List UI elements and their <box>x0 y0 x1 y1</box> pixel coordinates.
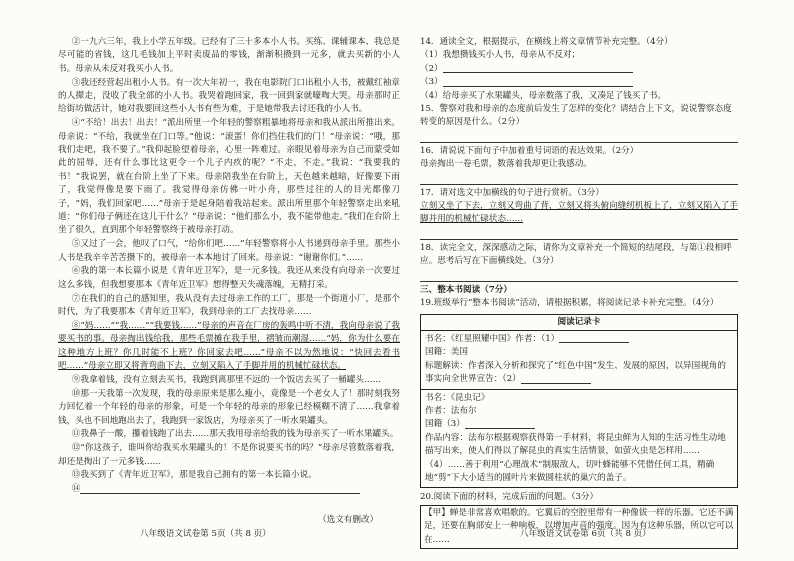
q15-answer-line[interactable] <box>420 130 738 143</box>
q14-answer-3[interactable] <box>443 77 633 87</box>
reading-passage <box>58 36 400 497</box>
reading-record-card <box>420 314 738 489</box>
paragraph-14-number: ⑭ <box>71 484 81 495</box>
question-16: 16．请说说下面句子中加着重号词语的表达效果。（2分） <box>420 145 639 156</box>
card-entry-2 <box>421 390 737 488</box>
passage-paragraph-5: ⑤又过了一会，他叹了口气，“给你们吧……”年轻警察将小人书递到母亲手里。那些小人书是我辛辛苦苦攒下的，被母亲一本本地讨了回来。母亲说：“谢谢你们。”…… <box>58 239 400 263</box>
q14-item-1: （1）我想攒钱买小人书，母亲从不反对； <box>420 50 581 61</box>
question-17: 17．请对选文中加横线的句子进行赏析。（3分） <box>420 187 604 198</box>
q16-answer-line[interactable] <box>420 172 738 185</box>
passage-paragraph-14 <box>58 483 400 496</box>
q20-material: 【甲】蝉是非常喜欢唱歌的。它翼后的空腔里带有一种像钹一样的乐器。它还不满足，还要在胸部安上一种响板，以增加声音的强度。因为有这种乐器，所以它可以在…… <box>424 507 734 545</box>
q14-answer-2[interactable] <box>443 63 633 73</box>
question-14: 14．通读全文，根据提示，在横线上将文章情节补充完整。（4分） <box>420 37 673 47</box>
passage-paragraph-4: ④“不给！出去！出去！”派出所里一个年轻的警察粗暴地将母亲和我从派出所推出来。母亲说：“不给，我就坐在门口等。”他说：“滚蛋！你们挡住我们的门！”母亲说：“哦，那我们走吧，我不要了。”我仰起脸望着母亲，心里一阵难过。亲眼见着母亲为自己而蒙受如此的屈辱，还有什么事比这更令一个儿子内疚的呢？“不走，不走。”我说：“我要我的书！”我说罢，就在台阶上坐了下来。母亲陪我坐在台阶上，天色越来越暗，好像要下雨了，我觉得像是要下雨了。我觉得母亲仿佛一叶小舟，那些过往的人的目光都像刀子，“妈，我们回家吧……”母亲于是起身陪着我站起来。派出所里那个年轻警察走出来吼道：“你们母子俩还在这儿干什么？”母亲说：“他们那么小，我不能带他走。”我们在台阶上坐了很久，直到那个年轻警察终于被母亲打动。 <box>58 118 400 236</box>
section-3-heading: 三、整本书阅读（7分） <box>420 284 512 295</box>
card2-line-4: 作品内容：法布尔根据观察获得第一手材料，将昆虫鲜为人知的生活习性生动地描写出来，使人们得以了解昆虫的真实生活情景，如萤火虫是怎样用……（4）……善于利用“心理战术”制服敌人，切叶蜂能够不凭借任何工具，精确地“剪”下大小适当的圆叶片来做圆柱状的巢穴的盖子。 <box>425 432 726 483</box>
card2-line-3-text: 国籍（3） <box>425 419 465 430</box>
q16-sentence: 母亲掏出一卷毛票，数落着我却更让我感动。 <box>420 159 592 170</box>
card2-line-1: 书名：《昆虫记》 <box>425 392 490 403</box>
page-footer-left: 八年级语文试卷第 5页（共 8 页） <box>140 529 271 539</box>
card1-line-1 <box>425 333 733 346</box>
passage-paragraph-8: ⑧“妈……”“我……”“我要钱……”母亲的声音在厂房的轰鸣中听不清，我向母亲说了我要买书的事。母亲掏出钱给我，那些毛票摊在我手里，褶皱而潮湿……“妈，你为什么要在这种地方上班？你几时能不上班？你回家去吧……”母亲不以为然地说：“快回去看书吧……”母亲立即又将背弯曲下去，立刻又陷入了手脚并用的机械忙碌状态。 <box>58 320 400 372</box>
card1-answer-1[interactable] <box>559 333 629 343</box>
card1-line-1-text: 书名：《红星照耀中国》作者：（1） <box>425 333 560 344</box>
q14-item-3 <box>420 76 738 89</box>
passage-paragraph-10: ⑩那一天我第一次发现，我的母亲原来是那么瘦小，竟像是一个老女人了！那时刻我努力回忆着一个年轻的母亲的形象，可是一个年轻的母亲的形象已经模糊不清了……我拿着钱，头也不回地跑出去了，我跑到一家饭店，为母亲买了一听水果罐头。 <box>58 388 400 426</box>
q14-item-3-label: （3） <box>420 77 443 88</box>
card-title: 阅读记录卡 <box>421 315 737 331</box>
card2-answer-3[interactable] <box>465 419 535 429</box>
card1-line-3-text: 标题解读：作者深入分析和探究了“红色中国”发生、发展的原因，以异国视角的事实向全世界宣告：（2） <box>425 360 726 385</box>
q17-sentence: 立刻又坐了下去，立刻又弯曲了背，立刻又将头俯向缝纫机板上了，立刻又陷入了手脚并用的机械忙碌状态…… <box>420 201 738 225</box>
passage-paragraph-2: ②一九六三年，我上小学五年级。已经有了三十多本小人书。买练、课辅课本、我总是尽可能的省钱，这几毛钱加上平时卖废品的零钱，渐渐积攒到一元多，就去买新的小人书。母亲从未反对我买小人书。 <box>58 37 400 74</box>
passage-paragraph-12: ⑫“你这孩子，谁叫你给我买水果罐头的！不是你说要买书的吗？”母亲尽管数落着我，却还是掏出了一元多钱…… <box>58 443 400 467</box>
card1-answer-2[interactable] <box>521 374 591 384</box>
passage-paragraph-7: ⑦在我们的自己的感知里，我从没有去过母亲工作的工厂，那是一个街道小厂，是那个时代，为了我要那本《青年近卫军》，我到母亲的工厂去找母亲…… <box>58 293 400 318</box>
passage-paragraph-9: ⑨我拿着钱，没有立刻去买书，我跑到离那里不远的一个饭店去买了一桶罐头…… <box>71 374 382 385</box>
source-note: （选文有删改） <box>318 515 379 525</box>
passage-paragraph-13: ⑬我买到了《青年近卫军》，那是我自己拥有的第一本长篇小说。 <box>71 470 317 481</box>
card1-line-3 <box>425 360 733 387</box>
q14-item-4: （4）给母亲买了水果罐头，母亲数落了我，又凑足了钱买了书。 <box>420 90 667 101</box>
question-15: 15．警察对我和母亲的态度前后发生了怎样的变化？请结合上下文，说说警察态度转变的原因是什么。（2分） <box>420 104 732 128</box>
card2-line-2: 作者：法布尔 <box>425 405 477 416</box>
question-19: 19.班级举行“整本书阅读”活动，请根据积累，将阅读记录卡补充完整。（4分） <box>420 298 719 309</box>
card2-line-3 <box>425 418 733 431</box>
paragraph-14-answer-line[interactable] <box>80 484 360 494</box>
q18-answer-line[interactable] <box>420 269 738 282</box>
card1-line-2: 国籍：美国 <box>425 347 468 358</box>
q17-answer-line[interactable] <box>420 227 738 240</box>
card-entry-1 <box>421 331 737 390</box>
page-footer-right: 八年级语文试卷第 6页（共 8 页） <box>520 529 651 539</box>
q14-item-2 <box>420 63 738 76</box>
passage-paragraph-11: ⑪我鼻子一酸，攥着钱跑了出去……那天我用母亲给我的钱为母亲买了一听水果罐头。 <box>71 429 399 440</box>
passage-paragraph-6: ⑥我的第一本长篇小说是《青年近卫军》，是一元多钱。我还从来没有向母亲一次要过这么多钱，但我想要那本《青年近卫军》想得整天失魂落魄，无精打采。 <box>58 266 400 290</box>
question-18: 18．读完全文，深深感动之际，请你为文章补充一个简短的结尾段，与第①段相呼应。思考后写在下面横线处。（3分） <box>420 242 732 267</box>
passage-paragraph-3: ③我还经营起出租小人书。有一次大年初一，我在电影院门口出租小人书，被戴红袖章的人撵走，没收了我全部的小人书。我哭着跑回家，我一回到家就嚎啕大哭。母亲那时正给街坊做活计，她对我要回这些小人书有些为难，于是她带我去讨还我的小人书。 <box>58 77 400 115</box>
questions-column <box>420 36 738 549</box>
question-20: 20.阅读下面的材料，完成后面的问题。（3分） <box>420 492 599 503</box>
q14-item-2-label: （2） <box>420 63 443 74</box>
